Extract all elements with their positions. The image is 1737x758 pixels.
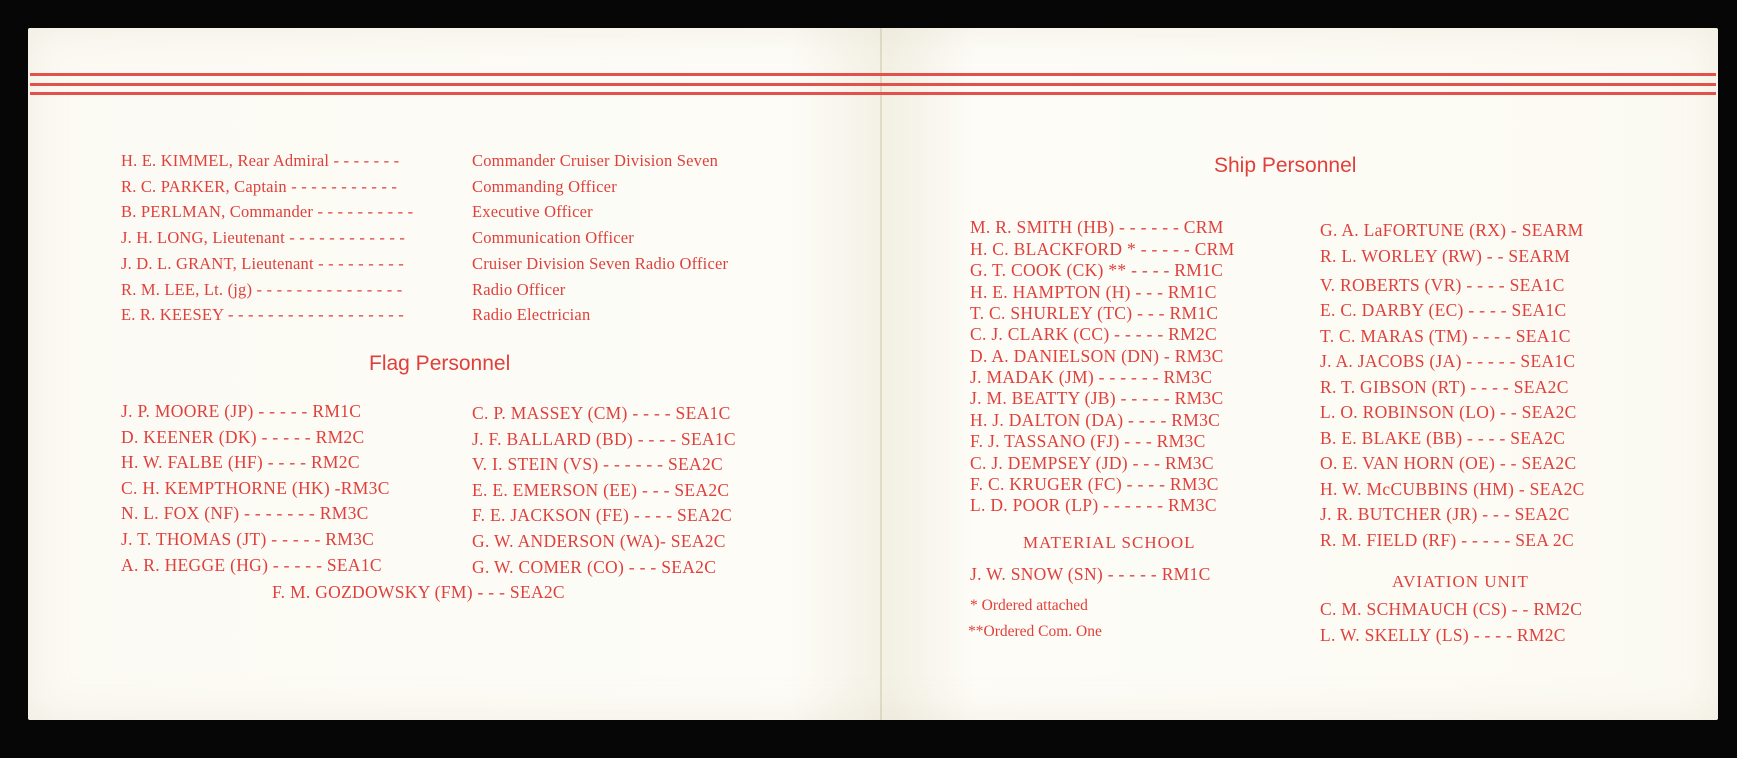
red-stripe-middle: [30, 83, 1716, 86]
officer-name: R. M. LEE, Lt. (jg) - - - - - - - - - - - - - - -: [121, 280, 403, 299]
officer-name: B. PERLMAN, Commander - - - - - - - - - -: [121, 202, 414, 221]
aviation-unit-heading: AVIATION UNIT: [1392, 572, 1529, 591]
flag-personnel-last-item: F. M. GOZDOWSKY (FM) - - - SEA2C: [272, 582, 565, 602]
list-item: B. E. BLAKE (BB) - - - - SEA2C: [1320, 428, 1566, 448]
list-item: J. F. BALLARD (BD) - - - - SEA1C: [472, 429, 736, 449]
list-item: L. D. POOR (LP) - - - - - - RM3C: [970, 495, 1217, 515]
list-item: C. M. SCHMAUCH (CS) - - RM2C: [1320, 599, 1583, 619]
list-item: C. J. CLARK (CC) - - - - - RM2C: [970, 324, 1218, 344]
officer-title: Executive Officer: [472, 202, 593, 221]
list-item: M. R. SMITH (HB) - - - - - - CRM: [970, 217, 1224, 237]
list-item: N. L. FOX (NF) - - - - - - - RM3C: [121, 503, 369, 523]
list-item: R. M. FIELD (RF) - - - - - SEA 2C: [1320, 530, 1574, 550]
officer-title: Cruiser Division Seven Radio Officer: [472, 254, 729, 273]
list-item: J. T. THOMAS (JT) - - - - - RM3C: [121, 529, 375, 549]
list-item: C. H. KEMPTHORNE (HK) -RM3C: [121, 478, 390, 498]
list-item: R. T. GIBSON (RT) - - - - SEA2C: [1320, 377, 1569, 397]
list-item: R. L. WORLEY (RW) - - SEARM: [1320, 246, 1571, 266]
list-item: G. W. COMER (CO) - - - SEA2C: [472, 557, 717, 577]
list-item: G. W. ANDERSON (WA)- SEA2C: [472, 531, 726, 551]
list-item: J. P. MOORE (JP) - - - - - RM1C: [121, 401, 362, 421]
officer-title: Radio Electrician: [472, 305, 591, 324]
ship-personnel-heading: Ship Personnel: [1214, 154, 1357, 177]
officer-name: H. E. KIMMEL, Rear Admiral - - - - - - -: [121, 151, 400, 170]
red-stripe-top: [30, 73, 1716, 76]
list-item: J. A. JACOBS (JA) - - - - - SEA1C: [1320, 351, 1576, 371]
list-item: H. E. HAMPTON (H) - - - RM1C: [970, 282, 1217, 302]
list-item: F. C. KRUGER (FC) - - - - RM3C: [970, 474, 1219, 494]
footnote-ordered-attached: * Ordered attached: [970, 597, 1088, 614]
list-item: F. E. JACKSON (FE) - - - - SEA2C: [472, 505, 733, 525]
list-item: D. KEENER (DK) - - - - - RM2C: [121, 427, 365, 447]
list-item: T. C. MARAS (TM) - - - - SEA1C: [1320, 326, 1571, 346]
list-item: D. A. DANIELSON (DN) - RM3C: [970, 346, 1224, 366]
list-item: H. W. McCUBBINS (HM) - SEA2C: [1320, 479, 1585, 499]
list-item: F. J. TASSANO (FJ) - - - RM3C: [970, 431, 1206, 451]
list-item: A. R. HEGGE (HG) - - - - - SEA1C: [121, 555, 382, 575]
flag-personnel-heading: Flag Personnel: [369, 352, 511, 375]
list-item: T. C. SHURLEY (TC) - - - RM1C: [970, 303, 1219, 323]
material-school-heading: MATERIAL SCHOOL: [1023, 533, 1196, 552]
list-item: V. I. STEIN (VS) - - - - - - SEA2C: [472, 454, 723, 474]
list-item: V. ROBERTS (VR) - - - - SEA1C: [1320, 275, 1565, 295]
list-item: C. P. MASSEY (CM) - - - - SEA1C: [472, 403, 731, 423]
list-item: J. MADAK (JM) - - - - - - RM3C: [970, 367, 1213, 387]
officer-name: J. D. L. GRANT, Lieutenant - - - - - - - - -: [121, 254, 404, 273]
list-item: J. M. BEATTY (JB) - - - - - RM3C: [970, 388, 1224, 408]
list-item: L. W. SKELLY (LS) - - - - RM2C: [1320, 625, 1566, 645]
officer-title: Radio Officer: [472, 280, 566, 299]
officer-title: Commanding Officer: [472, 177, 617, 196]
list-item: J. R. BUTCHER (JR) - - - SEA2C: [1320, 504, 1570, 524]
red-stripe-bottom: [30, 92, 1716, 95]
list-item: H. C. BLACKFORD * - - - - - CRM: [970, 239, 1235, 259]
list-item: E. C. DARBY (EC) - - - - SEA1C: [1320, 300, 1567, 320]
list-item: L. O. ROBINSON (LO) - - SEA2C: [1320, 402, 1577, 422]
center-fold: [880, 28, 882, 720]
list-item: C. J. DEMPSEY (JD) - - - RM3C: [970, 453, 1214, 473]
officer-name: R. C. PARKER, Captain - - - - - - - - - - -: [121, 177, 398, 196]
officer-title: Communication Officer: [472, 228, 634, 247]
material-school-item: J. W. SNOW (SN) - - - - - RM1C: [970, 564, 1211, 584]
list-item: H. W. FALBE (HF) - - - - RM2C: [121, 452, 360, 472]
officer-name: J. H. LONG, Lieutenant - - - - - - - - - - - -: [121, 228, 406, 247]
officer-title: Commander Cruiser Division Seven: [472, 151, 719, 170]
footnote-ordered-com-one: **Ordered Com. One: [968, 623, 1102, 640]
officer-name: E. R. KEESEY - - - - - - - - - - - - - - - - - -: [121, 305, 404, 324]
list-item: G. A. LaFORTUNE (RX) - SEARM: [1320, 220, 1584, 240]
list-item: G. T. COOK (CK) ** - - - - RM1C: [970, 260, 1224, 280]
list-item: E. E. EMERSON (EE) - - - SEA2C: [472, 480, 730, 500]
list-item: O. E. VAN HORN (OE) - - SEA2C: [1320, 453, 1577, 473]
list-item: H. J. DALTON (DA) - - - - RM3C: [970, 410, 1221, 430]
